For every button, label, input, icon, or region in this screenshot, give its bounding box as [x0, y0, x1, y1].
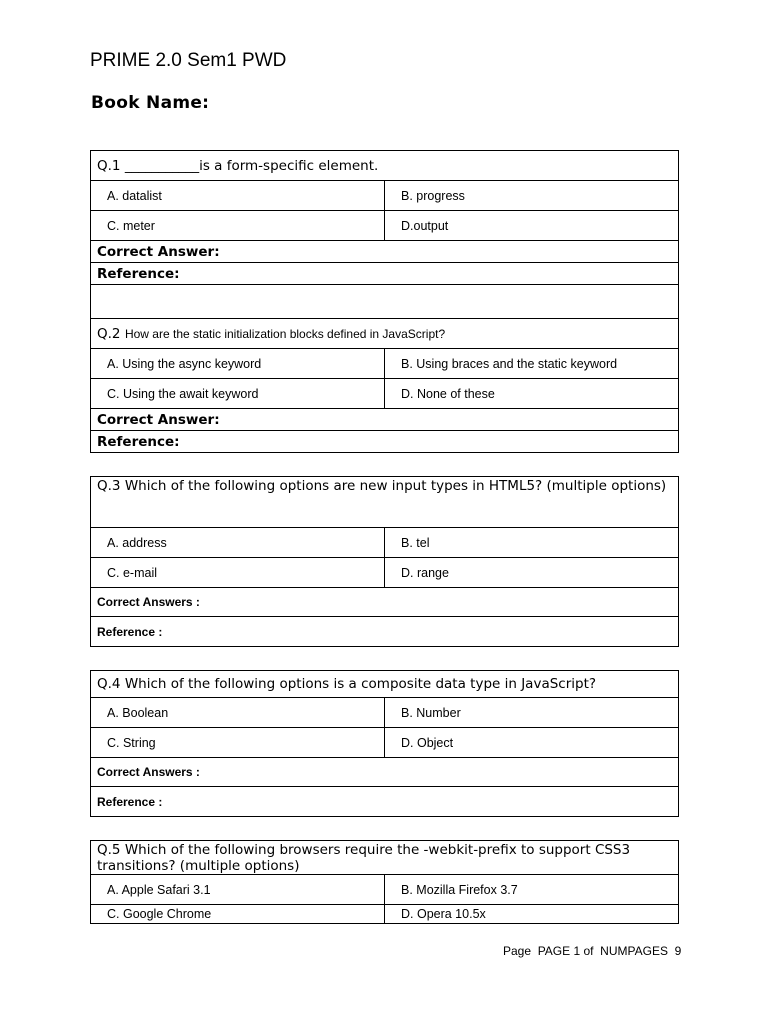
correct-answer-label: Correct Answer: [91, 241, 679, 263]
option-a: A. address [91, 528, 385, 558]
option-row [91, 211, 679, 241]
option-c: C. Google Chrome [91, 905, 385, 924]
question-body: Which of the following options are new input types in HTML5? (multiple options) [124, 478, 667, 494]
reference-label: Reference : [91, 617, 679, 647]
blank-cell [91, 285, 679, 319]
question-table-1-2 [90, 150, 679, 453]
option-row [91, 528, 679, 558]
book-name-label: Book Name: [91, 93, 210, 113]
option-d: D. range [385, 558, 679, 588]
correct-answer-label: Correct Answer: [91, 409, 679, 431]
question-table-5 [90, 840, 679, 924]
option-d: D. Object [385, 728, 679, 758]
question-text [91, 319, 679, 349]
question-text [91, 151, 679, 181]
option-d: D. Opera 10.5x [385, 905, 679, 924]
reference-label: Reference: [91, 431, 679, 453]
reference-row [91, 431, 679, 453]
option-row [91, 875, 679, 905]
question-body: How are the static initialization blocks defined in JavaScript? [124, 326, 446, 341]
page-footer: Page PAGE 1 of NUMPAGES 9 [503, 944, 682, 958]
question-body: Which of the following options is a composite data type in JavaScript? [124, 676, 597, 692]
option-a: A. datalist [91, 181, 385, 211]
reference-row [91, 787, 679, 817]
answer-row [91, 588, 679, 617]
reference-row [91, 617, 679, 647]
option-c: C. String [91, 728, 385, 758]
reference-label: Reference: [91, 263, 679, 285]
question-row [91, 319, 679, 349]
option-d: D.output [385, 211, 679, 241]
option-row [91, 558, 679, 588]
answer-row [91, 758, 679, 787]
question-row [91, 477, 679, 528]
question-table-4 [90, 670, 679, 817]
option-row [91, 728, 679, 758]
option-row [91, 905, 679, 924]
option-a: A. Apple Safari 3.1 [91, 875, 385, 905]
option-b: B. Number [385, 698, 679, 728]
option-row [91, 698, 679, 728]
question-body: Which of the following browsers require the -webkit-prefix to support CSS3 transitions? (multiple options) [97, 842, 631, 874]
option-b: B. Mozilla Firefox 3.7 [385, 875, 679, 905]
question-number: Q.2 [97, 325, 121, 342]
option-b: B. progress [385, 181, 679, 211]
question-text [91, 841, 679, 875]
option-c: C. meter [91, 211, 385, 241]
option-c: C. e-mail [91, 558, 385, 588]
option-b: B. tel [385, 528, 679, 558]
correct-answers-label: Correct Answers : [91, 588, 679, 617]
question-text [91, 477, 679, 528]
correct-answers-label: Correct Answers : [91, 758, 679, 787]
document-title: PRIME 2.0 Sem1 PWD [90, 50, 287, 71]
question-table-3 [90, 476, 679, 647]
option-b: B. Using braces and the static keyword [385, 349, 679, 379]
question-row [91, 841, 679, 875]
answer-row [91, 241, 679, 263]
question-row [91, 151, 679, 181]
question-number: Q.1 [97, 157, 121, 174]
answer-row [91, 409, 679, 431]
option-a: A. Boolean [91, 698, 385, 728]
question-number: Q.3 [97, 478, 121, 494]
question-number: Q.5 [97, 842, 121, 858]
option-row [91, 181, 679, 211]
question-text [91, 671, 679, 698]
option-c: C. Using the await keyword [91, 379, 385, 409]
option-row [91, 379, 679, 409]
reference-label: Reference : [91, 787, 679, 817]
question-number: Q.4 [97, 676, 121, 692]
option-a: A. Using the async keyword [91, 349, 385, 379]
option-row [91, 349, 679, 379]
reference-row [91, 263, 679, 285]
question-body: ___________is a form-specific element. [124, 157, 379, 174]
blank-row [91, 285, 679, 319]
option-d: D. None of these [385, 379, 679, 409]
question-row [91, 671, 679, 698]
